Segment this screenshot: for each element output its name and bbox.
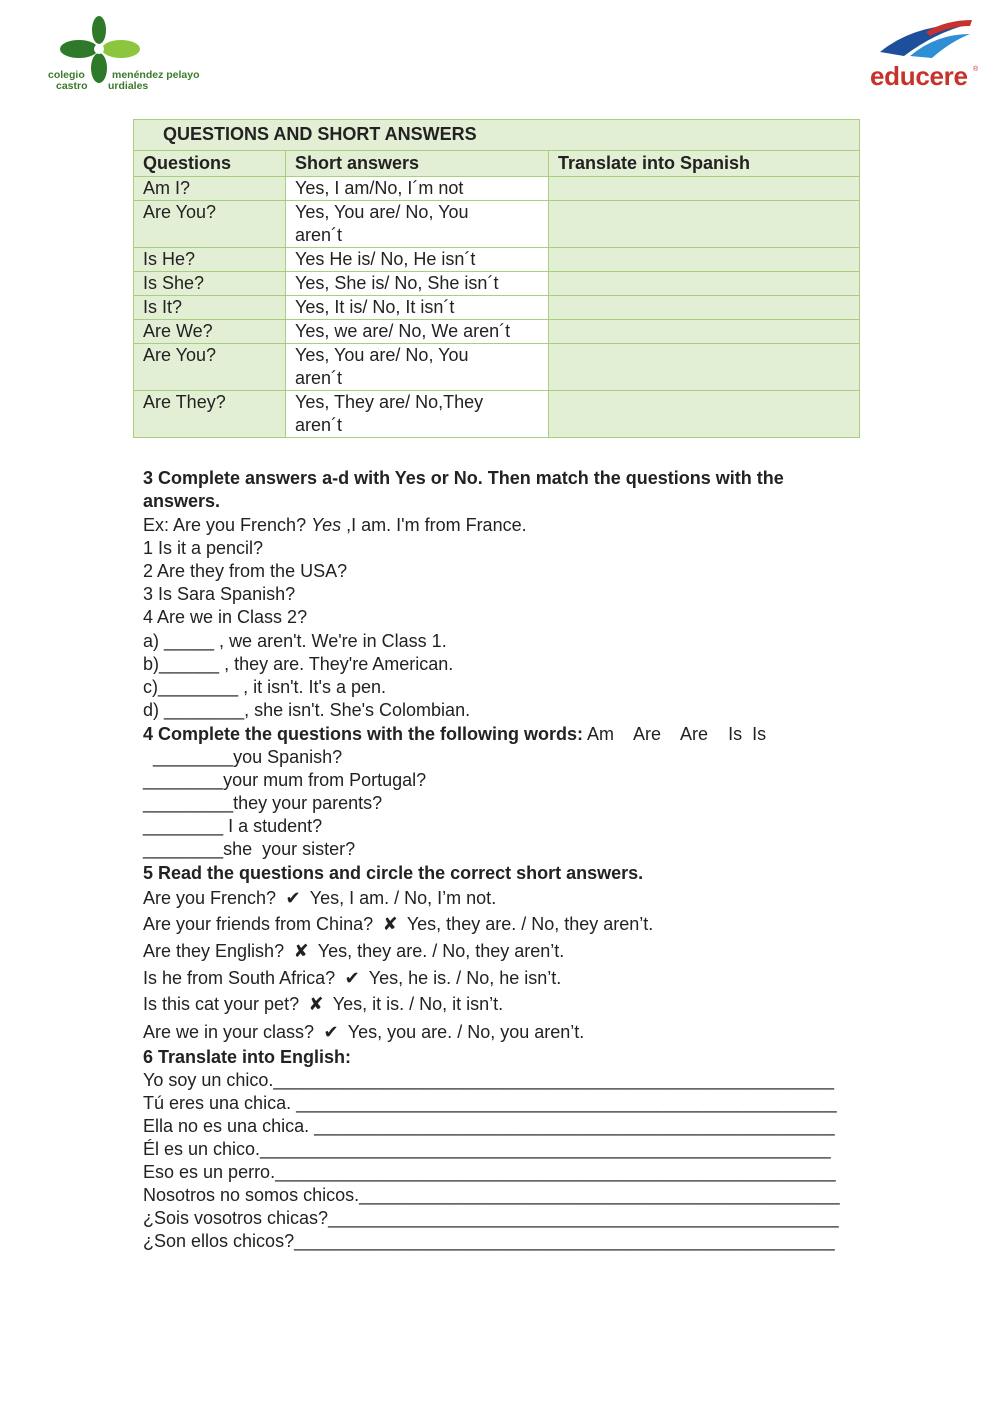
logo-text-menendez: menéndez pelayo: [112, 69, 200, 81]
question-cell: Are You?: [134, 344, 286, 391]
question-cell: Are We?: [134, 320, 286, 344]
question-cell: Are They?: [134, 391, 286, 438]
table-row: [134, 391, 860, 438]
translate-cell[interactable]: [549, 248, 860, 272]
ex6-translate-line[interactable]: Él es un chico._________________________________________________________: [143, 1139, 831, 1159]
registered-mark: ®: [973, 66, 979, 73]
ex5-item: [143, 887, 496, 910]
logo-text-urdiales: urdiales: [108, 80, 149, 92]
answer-text: Yes, You are/ No, You: [295, 345, 469, 365]
translate-cell[interactable]: [549, 296, 860, 320]
ex5-answer-options[interactable]: Yes, they are. / No, they aren’t.: [406, 914, 654, 934]
ex3-answer-blank[interactable]: c)________ , it isn't. It's a pen.: [143, 677, 387, 697]
answer-text-cont: aren´t: [295, 225, 343, 245]
ex6-translate-line[interactable]: Tú eres una chica. ______________________________________________________: [143, 1093, 837, 1113]
example-answer: Yes: [311, 515, 342, 535]
ex3-answer-blank[interactable]: a) _____ , we aren't. We're in Class 1.: [143, 631, 447, 651]
answer-text: Yes, It is/ No, It isn´t: [295, 297, 455, 317]
ex5-item: [143, 993, 503, 1016]
ex4-word-bank: Am Are Are Is Is: [583, 724, 767, 744]
ex6-translate-line[interactable]: ¿Son ellos chicos?______________________________________________________: [143, 1231, 835, 1251]
answer-cell: [286, 391, 549, 438]
answer-text: Yes, You are/ No, You: [295, 202, 469, 222]
translate-cell[interactable]: [549, 344, 860, 391]
logo-text-castro: castro: [56, 80, 88, 92]
ex3-answer-blank[interactable]: b)______ , they are. They're American.: [143, 654, 454, 674]
ex5-answer-options[interactable]: Yes, you are. / No, you aren’t.: [347, 1022, 585, 1042]
table-row: [134, 296, 860, 320]
table-title: QUESTIONS AND SHORT ANSWERS: [134, 120, 860, 151]
ex5-question: Is he from South Africa?: [143, 968, 336, 988]
answer-text-cont: aren´t: [295, 415, 343, 435]
ex5-answer-options[interactable]: Yes, it is. / No, it isn’t.: [332, 994, 504, 1014]
ex6-translate-line[interactable]: ¿Sois vosotros chicas?___________________________________________________: [143, 1208, 839, 1228]
answer-text: Yes He is/ No, He isn´t: [295, 249, 476, 269]
answer-text: Yes, I am/No, I´m not: [295, 178, 464, 198]
cross-icon: ✘: [308, 994, 324, 1014]
ex6-translate-line[interactable]: Nosotros no somos chicos.________________________________________________: [143, 1185, 840, 1205]
answer-text: Yes, She is/ No, She isn´t: [295, 273, 499, 293]
ex4-item-blank[interactable]: ________she your sister?: [143, 839, 356, 859]
ex3-question: 1 Is it a pencil?: [143, 538, 264, 558]
ex4-item-blank[interactable]: ________ I a student?: [143, 816, 323, 836]
ex5-answer-options[interactable]: Yes, he is. / No, he isn’t.: [368, 968, 562, 988]
ex4-heading: 4 Complete the questions with the following words:: [143, 724, 584, 744]
column-header-short-answers: Short answers: [286, 151, 549, 177]
answer-cell: [286, 177, 549, 201]
table-row: [134, 201, 860, 248]
translate-cell[interactable]: [549, 320, 860, 344]
answer-cell: [286, 248, 549, 272]
ex5-question: Is this cat your pet?: [143, 994, 300, 1014]
ex5-item: [143, 967, 561, 990]
ex5-heading: 5 Read the questions and circle the correct short answers.: [143, 863, 644, 883]
ex4-item-blank[interactable]: ________you Spanish?: [143, 747, 343, 767]
question-cell: Is She?: [134, 272, 286, 296]
question-cell: Are You?: [134, 201, 286, 248]
ex6-translate-line[interactable]: Yo soy un chico.________________________________________________________: [143, 1070, 835, 1090]
ex5-item: [143, 913, 653, 936]
table-row: [134, 320, 860, 344]
ex5-question: Are we in your class?: [143, 1022, 315, 1042]
answer-text: Yes, we are/ No, We aren´t: [295, 321, 511, 341]
question-cell: Am I?: [134, 177, 286, 201]
educere-wordmark: educere: [870, 61, 968, 91]
example-text-end: ,I am. I'm from France.: [341, 515, 527, 535]
answer-text-cont: aren´t: [295, 368, 343, 388]
logo-text-colegio: colegio: [48, 69, 85, 81]
answer-cell: [286, 201, 549, 248]
ex5-answer-options[interactable]: Yes, they are. / No, they aren’t.: [317, 941, 565, 961]
translate-cell[interactable]: [549, 201, 860, 248]
translate-cell[interactable]: [549, 391, 860, 438]
ex3-question: 4 Are we in Class 2?: [143, 607, 308, 627]
ex5-question: Are they English?: [143, 941, 285, 961]
column-header-questions: Questions: [134, 151, 286, 177]
ex4-heading-line: [143, 723, 766, 746]
ex5-item: [143, 940, 564, 963]
cross-icon: ✘: [382, 914, 398, 934]
question-cell: Is It?: [134, 296, 286, 320]
ex5-answer-options[interactable]: Yes, I am. / No, I’m not.: [309, 888, 497, 908]
question-cell: Is He?: [134, 248, 286, 272]
ex3-question: 3 Is Sara Spanish?: [143, 584, 296, 604]
answer-cell: [286, 320, 549, 344]
questions-answers-table: [133, 119, 860, 438]
table-row: [134, 272, 860, 296]
educere-logo: [866, 16, 982, 92]
ex3-answer-blank[interactable]: d) ________, she isn't. She's Colombian.: [143, 700, 471, 720]
translate-cell[interactable]: [549, 177, 860, 201]
translate-cell[interactable]: [549, 272, 860, 296]
column-header-translate: Translate into Spanish: [549, 151, 860, 177]
ex3-question: 2 Are they from the USA?: [143, 561, 348, 581]
ex4-item-blank[interactable]: ________your mum from Portugal?: [143, 770, 427, 790]
ex5-item: [143, 1021, 584, 1044]
example-text: Ex: Are you French?: [143, 515, 312, 535]
ex3-example: [143, 514, 527, 537]
educere-swoosh-icon: [866, 16, 982, 64]
table-row: [134, 248, 860, 272]
ex3-heading: 3 Complete answers a-d with Yes or No. Then match the questions with the answers.: [143, 468, 784, 511]
check-icon: ✔: [323, 1022, 339, 1042]
answer-cell: [286, 296, 549, 320]
cross-icon: ✘: [293, 941, 309, 961]
table-row: [134, 344, 860, 391]
table-row: [134, 177, 860, 201]
ex5-question: Are you French?: [143, 888, 277, 908]
ex6-translate-line[interactable]: Eso es un perro.________________________________________________________: [143, 1162, 836, 1182]
ex6-heading: 6 Translate into English:: [143, 1047, 352, 1067]
answer-cell: [286, 272, 549, 296]
answer-text: Yes, They are/ No,They: [295, 392, 484, 412]
check-icon: ✔: [285, 888, 301, 908]
ex5-question: Are your friends from China?: [143, 914, 374, 934]
ex4-item-blank[interactable]: _________they your parents?: [143, 793, 383, 813]
check-icon: ✔: [344, 968, 360, 988]
school-logo: [46, 10, 206, 92]
answer-cell: [286, 344, 549, 391]
ex6-translate-line[interactable]: Ella no es una chica. ____________________________________________________: [143, 1116, 835, 1136]
